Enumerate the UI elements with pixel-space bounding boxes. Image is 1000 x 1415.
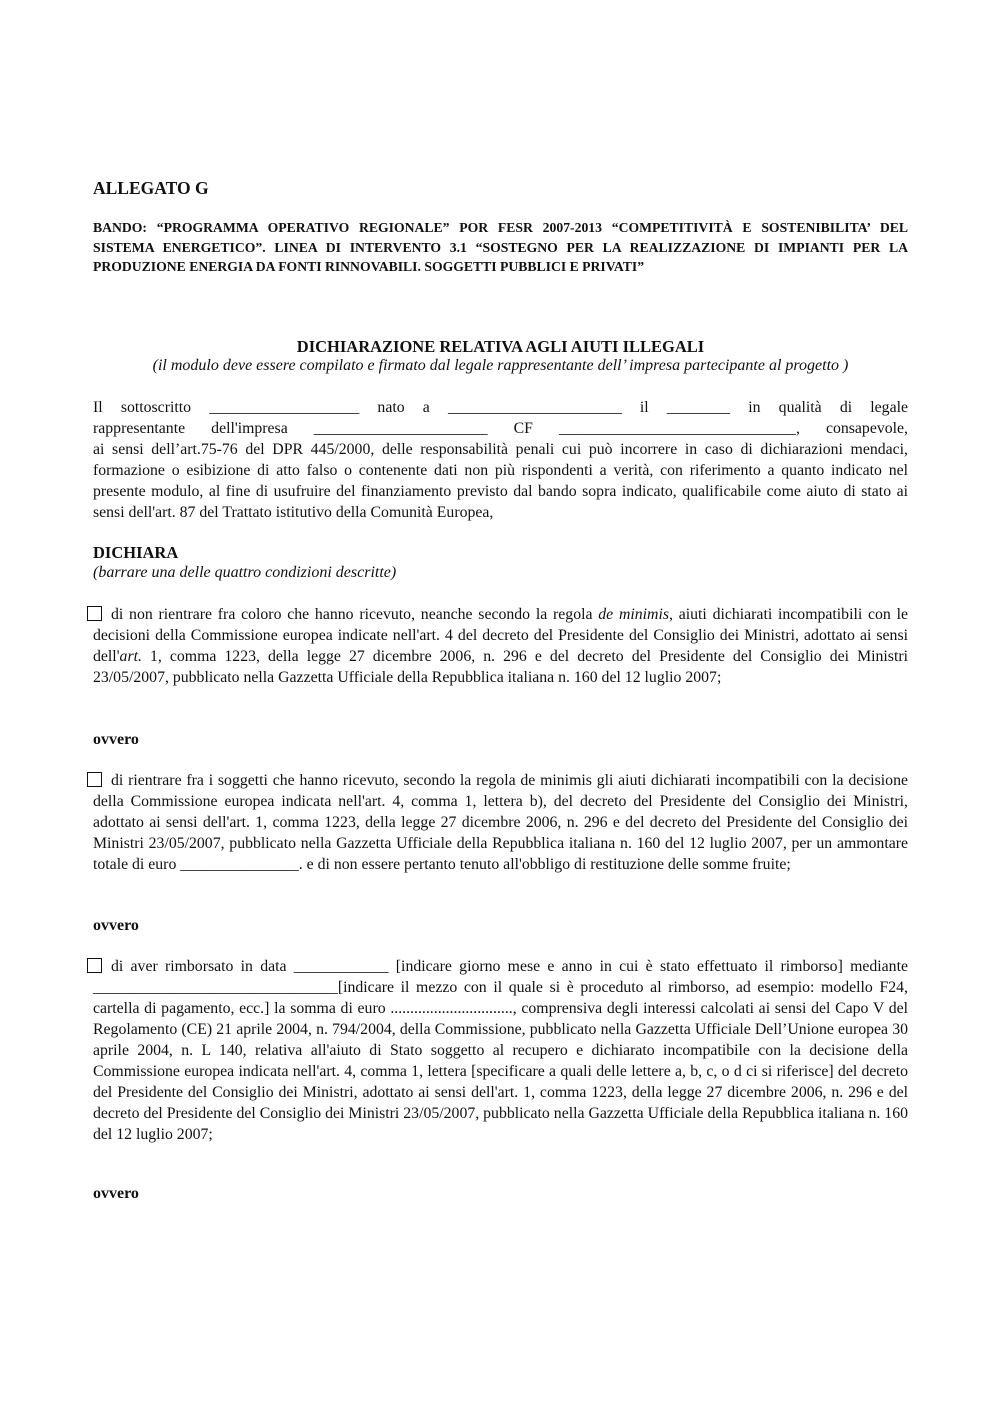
intro-line-1: Il sottoscritto ___________________ nato a ______________________ il ________ in qualità di legale	[93, 399, 908, 416]
option-1-text	[93, 604, 908, 688]
intro-line-2: rappresentante dell'impresa ______________________ CF ______________________________, consapevole,	[93, 420, 908, 437]
declares-instructions: (barrare una delle quattro condizioni descritte)	[93, 564, 397, 581]
intro-paragraph	[93, 397, 908, 523]
call-title: BANDO: “PROGRAMMA OPERATIVO REGIONALE” POR FESR 2007-2013 “COMPETITIVITÀ E SOSTENIBILITA’ DEL SISTEMA ENERGETICO”. LINEA DI INTERVENTO 3.1 “SOSTEGNO PER LA REALIZZAZIONE DI IMPIANTI PER LA PRODUZIONE ENERGIA DA FONTI RINNOVABILI. SOGGETTI PUBBLICI E PRIVATI”	[93, 220, 908, 274]
option-1-italic: de minimis	[598, 606, 669, 623]
option-2-text: di rientrare fra i soggetti che hanno ricevuto, secondo la regola de minimis gli aiuti dichiarati incompatibili con la decisione della Commissione europea indicata nell'art. 4, comma 1, lettera b), del decreto del Presidente del Consiglio dei Ministri, adottato ai sensi dell'art. 1, comma 1223, della legge 27 dicembre 2006, n. 296 e del decreto del Presidente del Consiglio dei Ministri 23/05/2007, pubblicato nella Gazzetta Ufficiale della Repubblica italiana n. 160 del 12 luglio 2007, per un ammontare totale di euro _______________. e di non essere pertanto tenuto all'obbligo di restituzione delle somme fruite;	[93, 772, 908, 873]
attachment-label: ALLEGATO G	[93, 178, 209, 198]
declares-heading: DICHIARA	[93, 543, 179, 562]
intro-line-rest: ai sensi dell’art.75-76 del DPR 445/2000, delle responsabilità penali cui può incorrere in caso di dichiarazioni mendaci, formazione o esibizione di atto falso o contenente dati non più rispondenti a verità, con riferimento a quanto indicato nel presente modulo, al fine di usufruire del finanziamento previsto dal bando sopra indicato, qualificabile come aiuto di stato ai sensi dell'art. 87 del Trattato istitutivo della Comunità Europea,	[93, 441, 908, 521]
option-1-mid: , aiuti dichiarati incompatibili con le decisioni della Commissione europea indicate nell'art. 4 del decreto del Presidente del Consiglio dei Ministri, adottato ai sensi dell'	[93, 606, 908, 665]
or-separator-1: ovvero	[93, 731, 139, 748]
option-3-text: di aver rimborsato in data ____________ [indicare giorno mese e anno in cui è stato effettuato il rimborso] mediante _______________________________[indicare il mezzo con il quale si è proceduto al rimborso, ad esempio: modello F24, cartella di pagamento, ecc.] la somma di euro ..............................., comprensiva degli interessi calcolati ai sensi del Capo V del Regolamento (CE) 21 aprile 2004, n. 794/2004, della Commissione, pubblicato nella Gazzetta Ufficiale Dell’Unione europea 30 aprile 2004, n. L 140, relativa all'aiuto di Stato soggetto al recupero e dichiarato incompatibile con la decisione della Commissione europea indicata nell'art. 4, comma 1, lettera [specificare a quali delle lettere a, b, c, o d ci si riferisce] del decreto del Presidente del Consiglio dei Ministri, adottato ai sensi dell'art. 1, comma 1223, della legge 27 dicembre 2006, n. 296 e del decreto del Presidente del Consiglio dei Ministri 23/05/2007, pubblicato nella Gazzetta Ufficiale della Repubblica italiana n. 160 del 12 luglio 2007;	[93, 958, 908, 1143]
or-separator-2: ovvero	[93, 917, 139, 934]
or-separator-3: ovvero	[93, 1185, 139, 1202]
declaration-title: DICHIARAZIONE RELATIVA AGLI AIUTI ILLEGALI	[296, 337, 705, 356]
option-1-suffix: 1, comma 1223, della legge 27 dicembre 2006, n. 296 e del decreto del Presidente del Consiglio dei Ministri 23/05/2007, pubblicato nella Gazzetta Ufficiale della Repubblica italiana n. 160 del 12 luglio 2007;	[93, 648, 908, 686]
option-1-italic-art: art.	[119, 648, 142, 665]
option-1-prefix: di non rientrare fra coloro che hanno ricevuto, neanche secondo la regola	[111, 606, 599, 623]
declaration-instructions: (il modulo deve essere compilato e firmato dal legale rappresentante dell’ impresa partecipante al progetto )	[152, 357, 849, 374]
